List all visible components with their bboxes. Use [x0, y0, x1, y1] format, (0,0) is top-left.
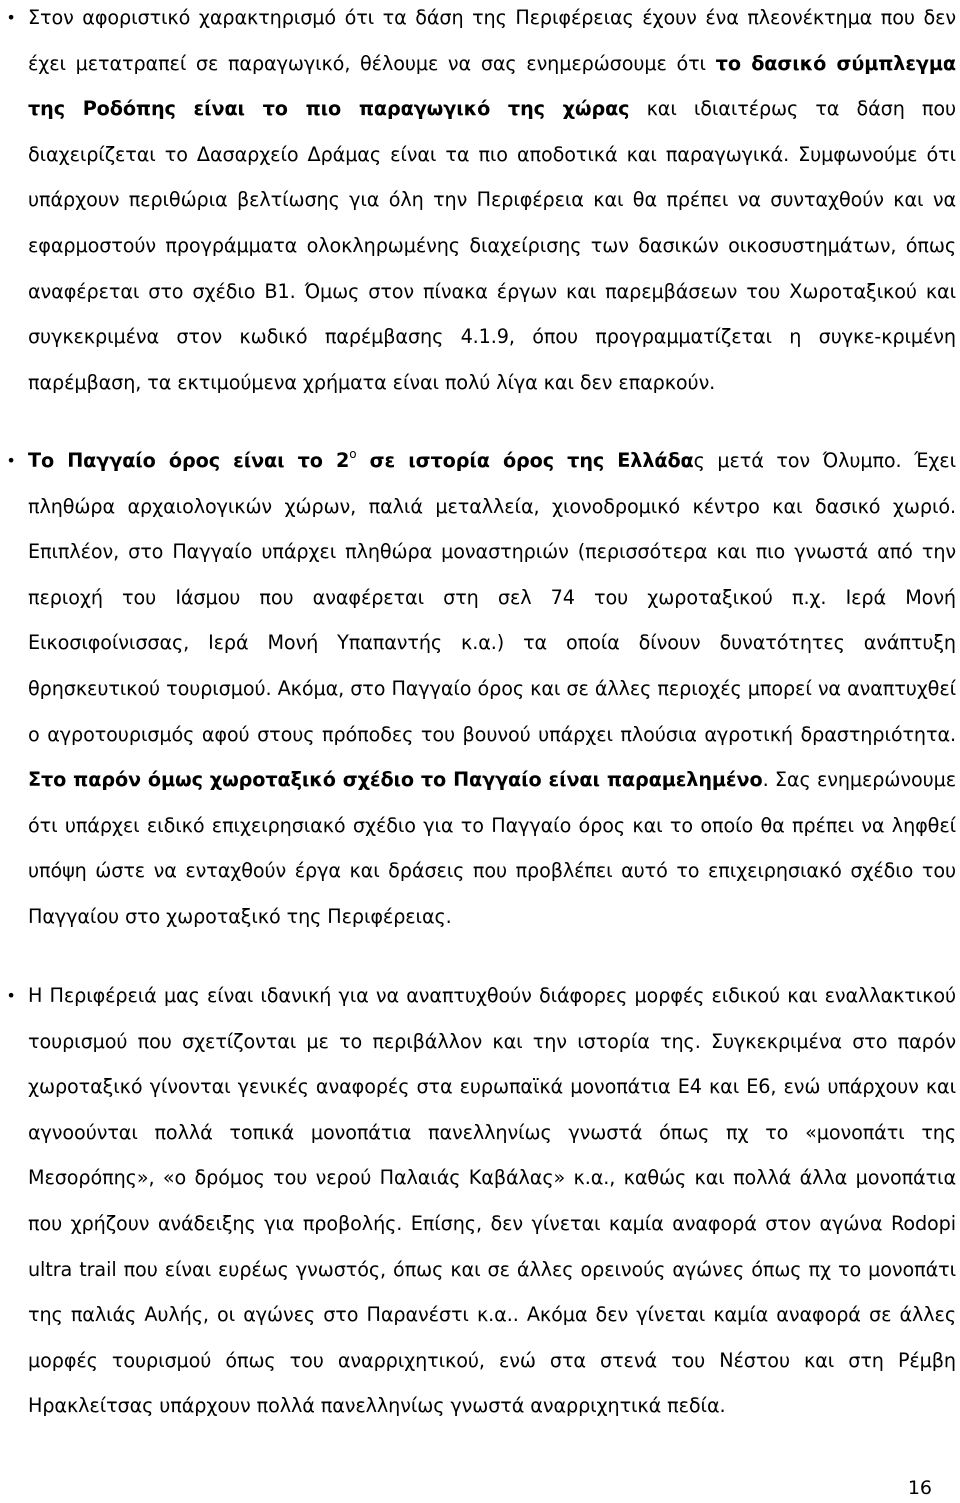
bullet-marker: [4, 438, 18, 484]
bullet-marker: [4, 973, 18, 1019]
bold-text: Το Παγγαίο όρος είναι το 2: [28, 449, 350, 472]
paragraph-text: Η Περιφέρειά μας είναι ιδανική για να αναπτυχθούν διάφορες μορφές ειδικού και εναλλακτικού τουρισμού που σχετίζονται με το περιβάλλον και την ιστορία της. Συγκεκριμένα στο παρόν χωροταξικό γίνονται γενικές αναφορές στα ευρωπαϊκά μονοπάτια Ε4 και Ε6, ενώ υπάρχουν και αγνοούνται πολλά τοπικά μονοπάτια πανελληνίως γνωστά όπως πχ το «μονοπάτι της Μεσορόπης», «ο δρόμος του νερού Παλαιάς Καβάλας» κ.α., καθώς και πολλά άλλα μονοπάτια που χρήζουν ανάδειξης για προβολής. Επίσης, δεν γίνεται καμία αναφορά στον αγώνα Rodopi ultra trail που είναι ευρέως γνωστός, όπως και σε άλλες ορεινούς αγώνες όπως πχ το μονοπάτι της παλιάς Αυλής, οι αγώνες στο Παρανέστι κ.α.. Ακόμα δεν γίνεται καμία αναφορά σε άλλες μορφές τουρισμού όπως του αναρριχητικού, ενώ στα στενά του Νέστου και στη Ρέμβη Ηρακλείτσας υπάρχουν πολλά πανελληνίως γνωστά αναρριχητικά πεδία.: [28, 984, 956, 1418]
bullet-item-tourism: [28, 973, 956, 1429]
bullet-marker: [4, 0, 18, 41]
bullet-item-pangaio: [28, 438, 956, 940]
bullet-item-forests: [28, 0, 956, 405]
paragraph-text: . Σας ενημερώνουμε ότι υπάρχει ειδικό επιχειρησιακό σχέδιο για το Παγγαίο όρος και το οποίο θα πρέπει να ληφθεί υπόψη ώστε να ενταχθούν έργα και δράσεις που προβλέπει αυτό το επιχειρησιακό σχέδιο του Παγγαίου στο χωροταξικό της Περιφέρειας.: [28, 768, 956, 928]
bold-text: σε ιστορία όρος της Ελλάδα: [356, 449, 694, 472]
paragraph-text: και ιδιαιτέρως τα δάση που διαχειρίζεται το Δασαρχείο Δράμας είναι τα πιο αποδοτικά και παραγωγικά. Συμφωνούμε ότι υπάρχουν περιθώρια βελτίωσης για όλη την Περιφέρεια και θα πρέπει να συνταχθούν και να εφαρμοστούν προγράμματα ολοκληρωμένης διαχείρισης των δασικών οικοσυστημάτων, όπως αναφέρεται στο σχέδιο Β1. Όμως στον πίνακα έργων και παρεμβάσεων του Χωροταξικού και συγκεκριμένα στον κωδικό παρέμβασης 4.1.9, όπου προγραμματίζεται η συγκε-κριμένη παρέμβαση, τα εκτιμούμενα χρήματα είναι πολύ λίγα και δεν επαρκούν.: [28, 97, 956, 394]
bold-text: το δασικό σύμπλεγμα της Ροδόπης είναι το πιο παραγωγικό της χώρας: [28, 51, 956, 121]
page-number: 16: [907, 1477, 932, 1499]
paragraph-text: ς μετά τον Όλυμπο. Έχει πληθώρα αρχαιολογικών χώρων, παλιά μεταλλεία, χιονοδρομικό κέντρο και δασικό χωριό. Επιπλέον, στο Παγγαίο υπάρχει πληθώρα μοναστηριών (περισσότερα και πιο γνωστά από την περιοχή του Ιάσμου που αναφέρεται στη σελ 74 του χωροταξικού π.χ. Ιερά Μονή Εικοσιφοίνισσας, Ιερά Μονή Υπαπαντής κ.α.) τα οποία δίνουν δυνατότητες ανάπτυξη θρησκευτικού τουρισμού. Ακόμα, στο Παγγαίο όρος και σε άλλες περιοχές μπορεί να αναπτυχθεί ο αγροτουρισμός αφού στους πρόποδες του βουνού υπάρχει πλούσια αγροτική δραστηριότητα.: [28, 449, 956, 746]
paragraph-text: Στον αφοριστικό χαρακτηρισμό ότι τα δάση της Περιφέρειας έχουν ένα πλεονέκτημα που δεν έχει μετατραπεί σε παραγωγικό, θέλουμε να σας ενημερώσουμε ότι: [28, 6, 956, 75]
bold-text: Στο παρόν όμως χωροταξικό σχέδιο το Παγγαίο είναι παραμελημένο: [28, 768, 763, 792]
superscript: ο: [349, 447, 357, 461]
